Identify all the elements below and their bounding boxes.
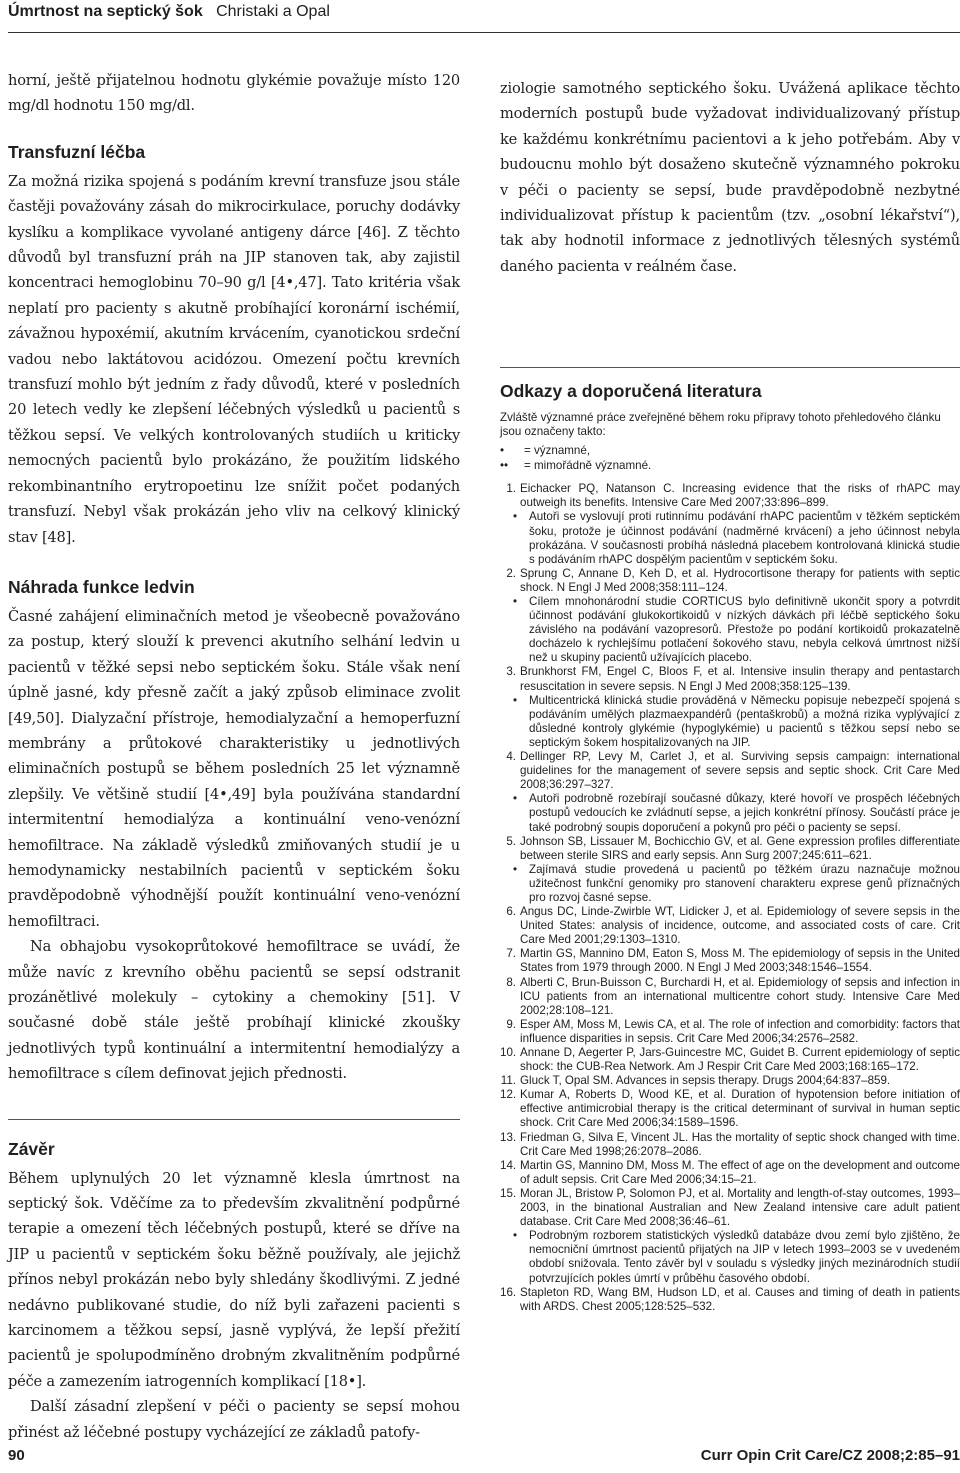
reference-text: Multicentrická klinická studie prováděná v Německu popisuje nebezpečí spojená s podáváním umělých plazmaexpandérů (pentaškrobů) a možná rizika vyplývající z důsledné kontroly glykémie (hypoglykémie) u pacientů s těžkou sepsí nebo se septickým šokem hospitalizovaných na JIP. (529, 693, 960, 749)
paragraph-ledviny-1: Časné zahájení eliminačních metod je všeobecně považováno za postup, který slouží k prevenci akutního selhání ledvin u pacientů v těžké sepsi nebo septickém šoku. Stále však není úplně jasné, kdy přesně začít a jaký způsob eliminace zvolit [49,50]. Dialyzační přístroje, hemodialyzační a hemoperfuzní membrány a průtokové charakteristiky u jednotlivých eliminačních postupů se během posledních 25 let významně zlepšily. Ve většině studií [4•,49] byla používána standardní intermitentní hemodialýza a kontinuální veno-venózní hemofiltrace. Na základě výsledků zmiňovaných studií je u hemodynamicky nestabilních pacientů v septickém šoku pravděpodobně výhodnější použít kontinuální veno-venózní hemofiltraci. (8, 607, 460, 930)
legend-very-significant (500, 458, 960, 473)
reference-annotation (500, 792, 960, 834)
paragraph-transfuze: Za možná rizika spojená s podáním krevní transfuze jsou stále častěji považovány zásah do mikrocirkulace, poruchy dodávky kyslíku a komplikace vyvolané antigeny dárce [46]. Z těchto důvodů byl transfuzní práh na JIP stanoven tak, aby zajistil koncentraci hemoglobinu 70–90 g/l [4•,47]. Tato kritéria však neplatí pro pacienty s akutně probíhající koronární ischémií, závažnou hypoxémií, akutním krvácením, cyanotickou srdeční vadou nebo laktátovou acidózou. Omezení počtu krevních transfuzí mohlo být jedním z řady důvodů, které v posledních 20 letech vedly ke zlepšení léčebných výsledků u pacientů s těžkou sepsí. Ve velkých kontrolovaných studiích u kriticky nemocných pacientů bylo prokázáno, že použitím lidského rekombinantního erytropoetinu lze snížit počet podaných transfuzí. Nebyl však prokázán jeho vliv na celkový klinický stav [48]. (8, 172, 460, 546)
reference-text: Annane D, Aegerter P, Jars-Guincestre MC, Guidet B. Current epidemiology of septic shock: the CUB-Rea Network. Am J Respir Crit Care Med 2003;168:165–172. (520, 1046, 960, 1074)
reference-marker: • (513, 693, 518, 707)
reference-text: Brunkhorst FM, Engel C, Bloos F, et al. Intensive insulin therapy and pentastarch resuscitation in severe sepsis. N Engl J Med 2008;358:125–139. (520, 665, 960, 693)
section-divider (8, 1119, 460, 1120)
reference-annotation (500, 1229, 960, 1285)
reference-text: Autoři se vyslovují proti rutinnímu podávání rhAPC pacientům v těžkém septickém šoku, protože je účinnost podávání (nadměrné krvácení) a jeho účinnost nebyla prokázána. V současnosti probíhá následná placebem kontrolovaná klinická studie s podáváním rhAPC dospělým pacientům v septickém šoku. (529, 510, 960, 566)
reference-item (500, 1159, 960, 1187)
reference-text: Martin GS, Mannino DM, Eaton S, Moss M. The epidemiology of sepsis in the United States from 1979 through 2000. N Engl J Med 2003;348:1546–1554. (520, 947, 960, 975)
reference-marker: 10. (500, 1046, 517, 1059)
reference-marker: • (513, 1229, 518, 1243)
reference-text: Podrobným rozborem statistických výsledků databáze dvou zemí bylo zjištěno, že nemocniční úmrtnost pacientů přijatých na JIP v letech 1993–2003 se v uvedeném období snižovala. Tento závěr byl v souladu s výsledky jiných mezinárodních studií potvrzujících pokles úmrtí v průběhu časového období. (529, 1229, 960, 1285)
reference-text: Dellinger RP, Levy M, Carlet J, et al. Surviving sepsis campaign: international guidelines for the management of severe sepsis and septic shock. Crit Care Med 2008;36:297–327. (520, 750, 960, 792)
reference-item (500, 1018, 960, 1046)
reference-item (500, 1046, 960, 1074)
running-header (8, 0, 960, 33)
header-authors: Christaki a Opal (216, 3, 330, 20)
reference-marker: 3. (506, 665, 516, 679)
reference-text: Johnson SB, Lissauer M, Bochicchio GV, et al. Gene expression profiles differentiate between sterile SIRS and early sepsis. Ann Surg 2007;245:611–621. (520, 834, 960, 862)
paragraph-continuation: ziologie samotného septického šoku. Uvážená aplikace těchto moderních postupů bude vyžadovat individualizovaný přístup ke každému konkrétnímu pacientovi a k jeho potřebám. Aby v budoucnu mohlo být dosaženo skutečně významného pokroku v péči o pacienty se sepsí, bude pravděpodobně nezbytné individualizovat přístup k pacientům (tzv. „osobní lékařství“), tak aby hodnotil informace z jednotlivých tělesných systémů daného pacienta v reálném čase. (500, 80, 960, 275)
heading-ledviny: Náhrada funkce ledvin (8, 576, 195, 597)
reference-marker: 16. (500, 1285, 517, 1299)
reference-marker: 2. (506, 566, 516, 580)
reference-item (500, 750, 960, 792)
reference-marker: • (513, 862, 518, 876)
reference-text: Gluck T, Opal SM. Advances in sepsis therapy. Drugs 2004;64:837–859. (520, 1074, 891, 1088)
legend-significant-text: = významné, (524, 444, 591, 458)
reference-marker: • (513, 510, 518, 524)
reference-annotation (500, 863, 960, 905)
reference-annotation (500, 694, 960, 750)
reference-item (500, 482, 960, 510)
reference-text: Cílem mnohonárodní studie CORTICUS bylo definitivně ukončit spory a potvrdit účinnost podávání glukokortikoidů v nízkých dávkách při léčbě septického šoku závislého na podávání vazopresorů. Přestože po podání kortikoidů prokazatelně docházelo k rychlejšímu potlačení šokového stavu, nebyla celková úmrtnost nižší než u skupiny pacientů užívajících placebo. (529, 595, 960, 665)
legend-dot: • (500, 444, 505, 458)
reference-text: Kumar A, Roberts D, Wood KE, et al. Duration of hypotension before initiation of effective antimicrobial therapy is the critical determinant of survival in human septic shock. Crit Care Med 2006;34:1589–1596. (520, 1088, 960, 1130)
reference-marker: 12. (500, 1088, 517, 1102)
reference-marker: 7. (506, 947, 516, 961)
legend-significant (500, 443, 960, 458)
reference-marker: • (513, 792, 518, 806)
reference-item (500, 947, 960, 975)
paragraph-zaver-2: Další zásadní zlepšení v péči o pacienty se sepsí mohou přinést až léčebné postupy vycházející ze základů patofy- (8, 1398, 460, 1441)
reference-item (500, 1286, 960, 1314)
reference-text: Alberti C, Brun-Buisson C, Burchardi H, et al. Epidemiology of sepsis and infection in ICU patients from an international multicentre cohort study. Intensive Care Med 2002;28:108–121. (520, 975, 960, 1017)
paragraph-intro: horní, ještě přijatelnou hodnotu glykémie považuje místo 120 mg/dl hodnotu 150 mg/dl. (8, 72, 460, 115)
heading-references: Odkazy a doporučená literatura (500, 381, 762, 402)
reference-text: Zajímavá studie provedená u pacientů po těžkém úrazu naznačuje možnou užitečnost funkční genomiky pro stanovení charakteru exprese genů příznačných pro rozvoj časné sepse. (529, 862, 960, 904)
reference-text: Stapleton RD, Wang BM, Hudson LD, et al. Causes and timing of death in patients with ARDS. Chest 2005;128:525–532. (520, 1285, 960, 1313)
reference-item (500, 835, 960, 863)
reference-annotation (500, 595, 960, 665)
reference-text: Eichacker PQ, Natanson C. Increasing evidence that the risks of rhAPC may outweigh its benefits. Intensive Care Med 2007;33:896–899. (520, 482, 960, 510)
reference-item (500, 1131, 960, 1159)
page-footer (8, 1446, 960, 1466)
header-title: Úmrtnost na septický šok (8, 3, 203, 20)
reference-item (500, 1074, 960, 1088)
reference-item (500, 905, 960, 947)
reference-text: Angus DC, Linde-Zwirble WT, Lidicker J, et al. Epidemiology of severe sepsis in the United States: analysis of incidence, outcome, and associated costs of care. Crit Care Med 2001;29:1303–1310. (520, 905, 960, 947)
reference-marker: • (513, 595, 518, 608)
reference-marker: 13. (500, 1130, 517, 1144)
legend-double-dot: •• (500, 459, 509, 473)
page-number: 90 (8, 1447, 25, 1464)
paragraph-ledviny-2: Na obhajobu vysokoprůtokové hemofiltrace se uvádí, že může navíc z krevního oběhu pacientů se sepsí odstranit prozánětlivé molekuly – cytokiny a chemokiny [51]. V současné době stále ještě probíhají klinické zkoušky jednotlivých typů kontinuální a intermitentní hemodialýzy a hemofiltrace s cílem definovat jejich přednosti. (8, 938, 460, 1083)
reference-text: Autoři podrobně rozebírají současné důkazy, které hovoří ve prospěch léčebných postupů vedoucích ke zvládnutí sepse, a jejich konkrétní přínosy. Součástí práce je také podrobný soupis doporučení a pokynů pro péči o pacienty se sepsí. (529, 792, 960, 834)
references-intro: Zvláště významné práce zveřejněné během roku přípravy tohoto přehledového článku jsou označeny takto: (500, 411, 941, 439)
paragraph-zaver-1: Během uplynulých 20 let významně klesla úmrtnost na septický šok. Vděčíme za to především zkvalitnění podpůrné terapie a omezení těch léčebných postupů, které se dříve na JIP u pacientů v septickém šoku běžně používaly, ale jejichž přínos nebyl prokázán nebo byly shledány škodlivými. Z jedné nedávno publikované studie, do níž byli zařazeni pacienti s karcinomem a těžkou sepsí, jasně vyplývá, že lepší přežití pacientů je spolupodmíněno drobným zkvalitněním podpůrné péče a zamezením iatrogenních komplikací [18•]. (8, 1169, 460, 1390)
reference-text: Friedman G, Silva E, Vincent JL. Has the mortality of septic shock changed with time. Crit Care Med 1998;26:2078–2086. (520, 1130, 960, 1158)
reference-marker: 8. (506, 975, 516, 989)
reference-text: Moran JL, Bristow P, Solomon PJ, et al. Mortality and length-of-stay outcomes, 1993–2003, in the binational Australian and New Zealand intensive care adult patient database. Crit Care Med 2008;36:46–61. (520, 1186, 960, 1229)
reference-item (500, 1187, 960, 1229)
reference-marker: 14. (500, 1158, 517, 1172)
reference-list (500, 482, 960, 1314)
left-column (8, 68, 460, 1445)
reference-marker: 15. (500, 1186, 517, 1200)
reference-marker: 9. (506, 1017, 516, 1031)
reference-marker: 1. (506, 482, 516, 496)
reference-text: Esper AM, Moss M, Lewis CA, et al. The role of infection and comorbidity: factors that influence disparities in sepsis. Crit Care Med 2006;34:2576–2582. (520, 1017, 960, 1045)
reference-marker: 11. (500, 1074, 516, 1088)
reference-text: Martin GS, Mannino DM, Moss M. The effect of age on the development and outcome of adult sepsis. Crit Care Med 2006;34:15–21. (520, 1158, 960, 1186)
reference-text: Sprung C, Annane D, Keh D, et al. Hydrocortisone therapy for patients with septic shock. N Engl J Med 2008;358:111–124. (520, 566, 960, 594)
header-separator (207, 3, 216, 20)
reference-item (500, 1088, 960, 1130)
reference-marker: 4. (506, 750, 516, 764)
reference-marker: 6. (506, 905, 516, 919)
heading-zaver: Závěr (8, 1138, 55, 1159)
legend-very-significant-text: = mimořádně významné. (524, 459, 652, 473)
reference-item (500, 976, 960, 1018)
reference-marker: 5. (506, 834, 516, 848)
heading-transfuze: Transfuzní léčba (8, 141, 146, 162)
reference-item (500, 567, 960, 595)
journal-citation: Curr Opin Crit Care/CZ 2008;2:85–91 (700, 1447, 960, 1464)
references-divider (500, 367, 960, 368)
reference-annotation (500, 510, 960, 566)
right-column (500, 76, 960, 1314)
reference-item (500, 665, 960, 693)
